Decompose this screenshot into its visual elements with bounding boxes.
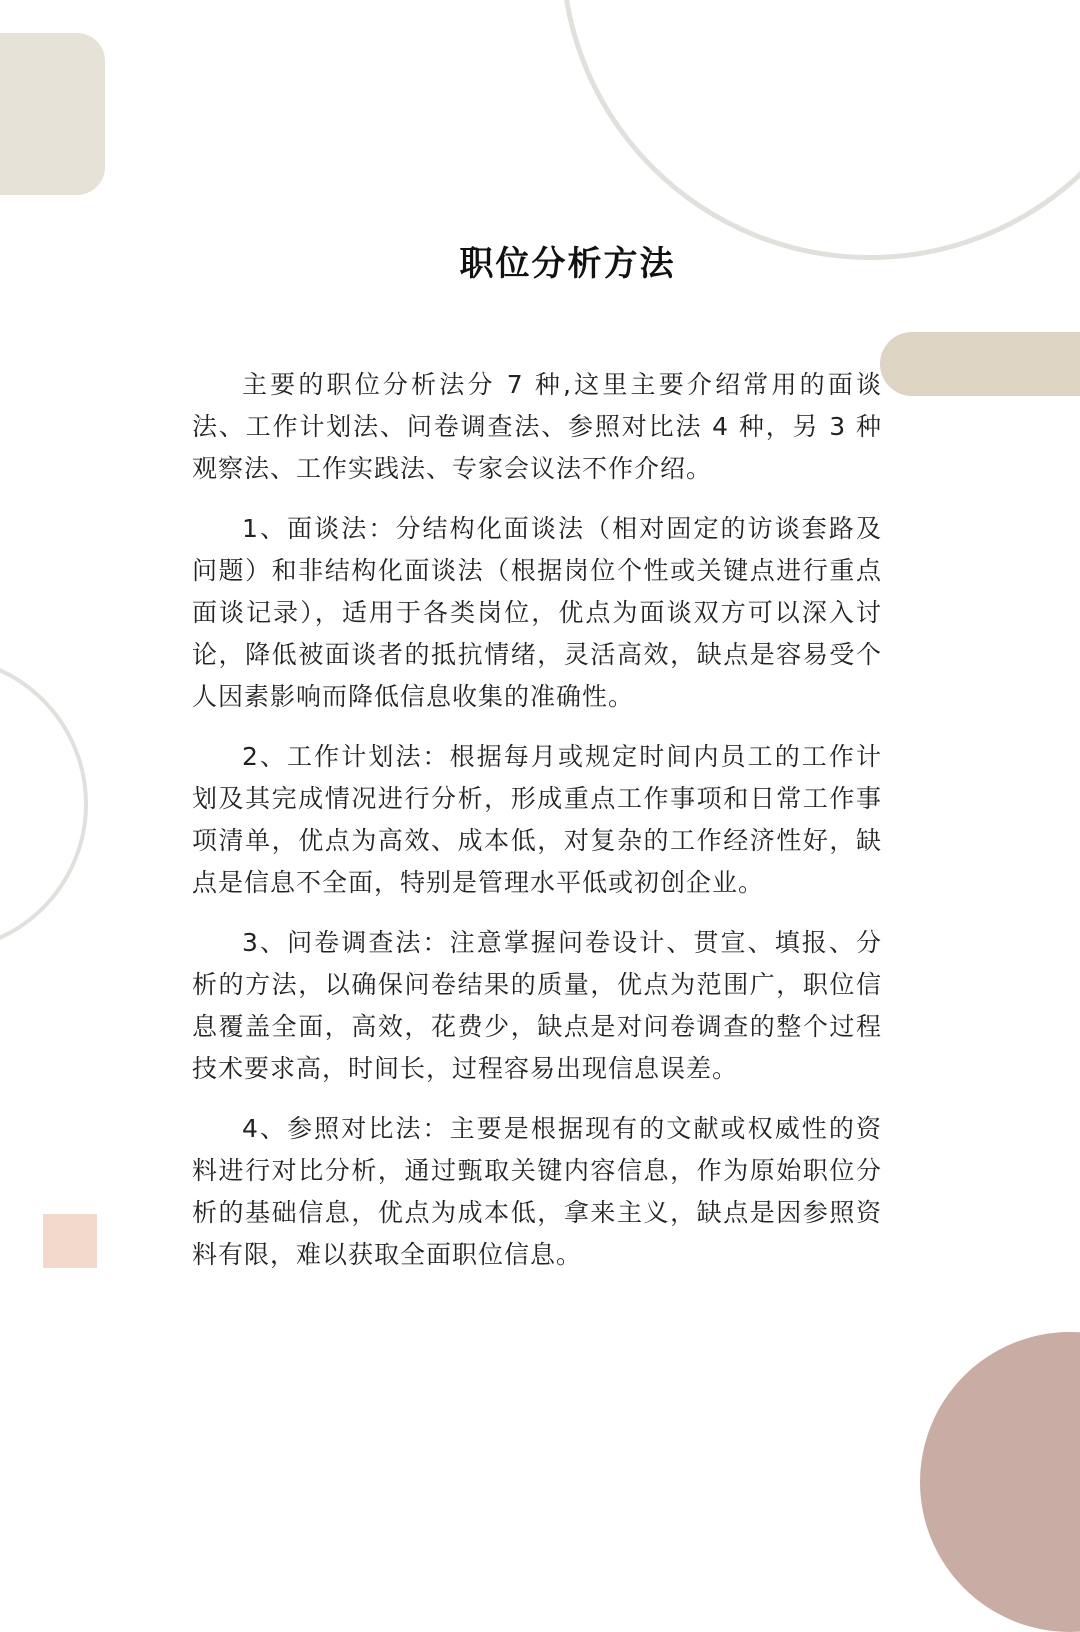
- decorative-rounded-rect: [0, 33, 105, 195]
- document-body: [192, 364, 882, 1294]
- decorative-ring-top: [560, 0, 1080, 260]
- method-reference-comparison-paragraph: 4、参照对比法：主要是根据现有的文献或权威性的资料进行对比分析，通过甄取关键内容信息，作为原始职位分析的基础信息，优点为成本低，拿来主义，缺点是因参照资料有限，难以获取全面职位信息。: [192, 1114, 882, 1269]
- decorative-pill: [880, 332, 1080, 396]
- method-questionnaire-paragraph: 3、问卷调查法：注意掌握问卷设计、贯宣、填报、分析的方法，以确保问卷结果的质量，优点为范围广，职位信息覆盖全面，高效，花费少，缺点是对问卷调查的整个过程技术要求高，时间长，过程容易出现信息误差。: [192, 928, 882, 1083]
- page-title: 职位分析方法: [459, 244, 676, 284]
- decorative-circle: [920, 1332, 1080, 1632]
- decorative-square: [43, 1214, 97, 1268]
- method-interview-paragraph: 1、面谈法：分结构化面谈法（相对固定的访谈套路及问题）和非结构化面谈法（根据岗位个性或关键点进行重点面谈记录），适用于各类岗位，优点为面谈双方可以深入讨论，降低被面谈者的抵抗情绪，灵活高效，缺点是容易受个人因素影响而降低信息收集的准确性。: [192, 514, 882, 711]
- intro-paragraph: 主要的职位分析法分 7 种,这里主要介绍常用的面谈法、工作计划法、问卷调查法、参照对比法 4 种，另 3 种观察法、工作实践法、专家会议法不作介绍。: [192, 370, 882, 483]
- decorative-ring-left: [0, 655, 88, 953]
- method-work-plan-paragraph: 2、工作计划法：根据每月或规定时间内员工的工作计划及其完成情况进行分析，形成重点工作事项和日常工作事项清单，优点为高效、成本低，对复杂的工作经济性好，缺点是信息不全面，特别是管理水平低或初创企业。: [192, 742, 882, 897]
